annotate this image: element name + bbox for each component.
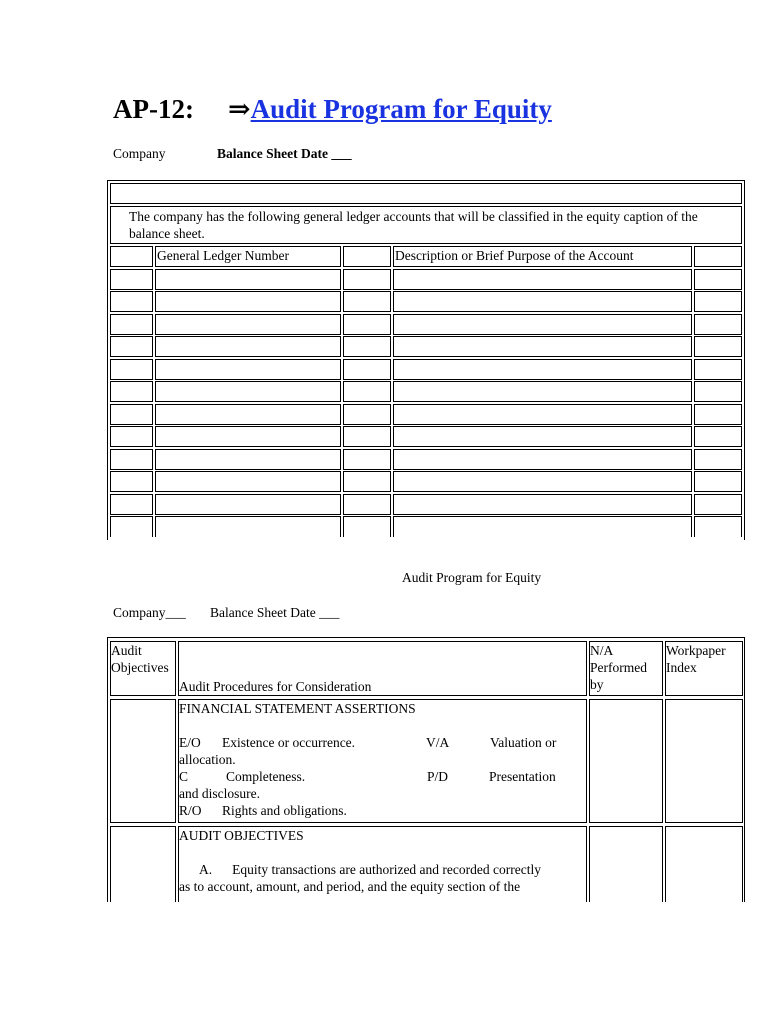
objective-a-text: Equity transactions are authorized and recorded correctly — [232, 862, 541, 877]
table-row-cell[interactable] — [110, 449, 153, 470]
table-row-cell[interactable] — [694, 494, 742, 515]
table-row-cell[interactable] — [694, 471, 742, 492]
assertion-va-code: V/A — [426, 735, 450, 750]
assertion-c-code: C — [179, 769, 189, 784]
table-row-cell[interactable] — [155, 471, 341, 492]
table-row-cell[interactable] — [694, 449, 742, 470]
header-audit-procedures: Audit Procedures for Consideration — [178, 641, 587, 696]
table-row-cell[interactable] — [694, 516, 742, 537]
table-row-cell[interactable] — [694, 359, 742, 380]
company-label: Company — [113, 146, 166, 161]
table-row-cell[interactable] — [343, 449, 391, 470]
table-row-cell[interactable] — [155, 291, 341, 312]
workpaper-index-cell[interactable] — [665, 699, 743, 823]
balance-sheet-date-field: Balance Sheet Date ___ — [210, 605, 340, 620]
table-row-cell[interactable] — [343, 336, 391, 357]
objective-a-cont: as to account, amount, and period, and the equity section of the — [179, 879, 521, 894]
section-heading: Audit Program for Equity — [402, 570, 542, 585]
na-performed-cell[interactable] — [589, 699, 663, 823]
table-row-cell[interactable] — [694, 404, 742, 425]
table-row-cell[interactable] — [343, 269, 391, 290]
table-row-cell[interactable] — [694, 314, 742, 335]
table-row-cell[interactable] — [393, 426, 692, 447]
objective-a-label: A. — [199, 862, 213, 877]
table-row-cell[interactable] — [343, 381, 391, 402]
assertion-va-text: Valuation or — [490, 735, 557, 750]
na-performed-cell[interactable] — [589, 826, 663, 902]
title-link[interactable]: Audit Program for Equity — [250, 94, 552, 124]
table-row-cell[interactable] — [694, 269, 742, 290]
table-row-cell[interactable] — [155, 359, 341, 380]
assertions-title: FINANCIAL STATEMENT ASSERTIONS — [179, 701, 416, 716]
table-row-cell[interactable] — [694, 426, 742, 447]
assertion-eo-code: E/O — [179, 735, 201, 750]
table-row-cell[interactable] — [393, 291, 692, 312]
table-row-cell[interactable] — [343, 516, 391, 537]
table-row-cell[interactable] — [343, 314, 391, 335]
table-row-cell[interactable] — [343, 291, 391, 312]
objectives-cell — [110, 699, 176, 823]
header-col-blank-1 — [110, 246, 153, 267]
table-row-cell[interactable] — [393, 516, 692, 537]
assertion-pd-text: Presentation — [489, 769, 556, 784]
table-row-cell[interactable] — [110, 336, 153, 357]
header-col-blank-3 — [694, 246, 742, 267]
table-row-cell[interactable] — [110, 426, 153, 447]
arrow-icon: ⇒ — [227, 94, 251, 124]
table-row-cell[interactable] — [155, 449, 341, 470]
table-row-cell[interactable] — [343, 426, 391, 447]
table-row-cell[interactable] — [110, 404, 153, 425]
table-row-cell[interactable] — [155, 381, 341, 402]
table-row-cell[interactable] — [110, 471, 153, 492]
table-row-cell[interactable] — [694, 291, 742, 312]
table-row-cell[interactable] — [393, 359, 692, 380]
table-row-cell[interactable] — [393, 314, 692, 335]
table-row-cell[interactable] — [343, 404, 391, 425]
header-na-performed-by: N/A Performed by — [589, 641, 663, 696]
table-row-cell[interactable] — [110, 269, 153, 290]
table-row-cell[interactable] — [155, 314, 341, 335]
assertion-pd-code: P/D — [427, 769, 449, 784]
table-row-cell[interactable] — [155, 516, 341, 537]
table-row-cell[interactable] — [155, 269, 341, 290]
table-row-cell[interactable] — [155, 426, 341, 447]
workpaper-index-cell[interactable] — [665, 826, 743, 902]
assertion-pd-cont: and disclosure. — [179, 786, 260, 801]
assertion-c-text: Completeness. — [226, 769, 306, 784]
table-row-cell[interactable] — [393, 494, 692, 515]
table-row-cell[interactable] — [343, 359, 391, 380]
table-row-cell[interactable] — [393, 449, 692, 470]
table-row-cell[interactable] — [110, 494, 153, 515]
table-row-cell[interactable] — [393, 404, 692, 425]
table-row-cell[interactable] — [110, 516, 153, 537]
ledger-intro-text: The company has the following general ledger accounts that will be classified in the equity caption of the balance sheet. — [110, 206, 742, 244]
header-audit-objectives: Audit Objectives — [110, 641, 176, 696]
table-row-cell[interactable] — [393, 336, 692, 357]
table-header-row — [110, 183, 742, 204]
table-row-cell[interactable] — [343, 471, 391, 492]
audit-objectives-cell — [178, 826, 587, 902]
assertions-cell — [178, 699, 587, 823]
assertion-va-cont: allocation. — [179, 752, 236, 767]
table-row-cell[interactable] — [110, 314, 153, 335]
header-col-description: Description or Brief Purpose of the Account — [393, 246, 692, 267]
assertion-ro-text: Rights and obligations. — [222, 803, 347, 818]
page-title — [113, 94, 552, 125]
table-row-cell[interactable] — [393, 381, 692, 402]
balance-sheet-date-blank: ___ — [331, 146, 352, 161]
table-row-cell[interactable] — [393, 471, 692, 492]
objectives-cell — [110, 826, 176, 902]
company-field: Company___ — [113, 605, 186, 620]
table-row-cell[interactable] — [155, 336, 341, 357]
table-row-cell[interactable] — [110, 359, 153, 380]
table-row-cell[interactable] — [155, 494, 341, 515]
table-row-cell[interactable] — [694, 336, 742, 357]
header-col-blank-2 — [343, 246, 391, 267]
table-row-cell[interactable] — [110, 381, 153, 402]
table-row-cell[interactable] — [110, 291, 153, 312]
assertion-eo-text: Existence or occurrence. — [222, 735, 356, 750]
table-row-cell[interactable] — [694, 381, 742, 402]
table-row-cell[interactable] — [393, 269, 692, 290]
program-code: AP-12: — [113, 94, 194, 124]
table-row-cell[interactable] — [155, 404, 341, 425]
balance-sheet-date-label: Balance Sheet Date ___ — [217, 146, 352, 161]
audit-objectives-title: AUDIT OBJECTIVES — [179, 828, 304, 843]
table-row-cell[interactable] — [343, 494, 391, 515]
header-col-gl-number: General Ledger Number — [155, 246, 341, 267]
header-workpaper-index: Workpaper Index — [665, 641, 743, 696]
assertion-ro-code: R/O — [179, 803, 202, 818]
